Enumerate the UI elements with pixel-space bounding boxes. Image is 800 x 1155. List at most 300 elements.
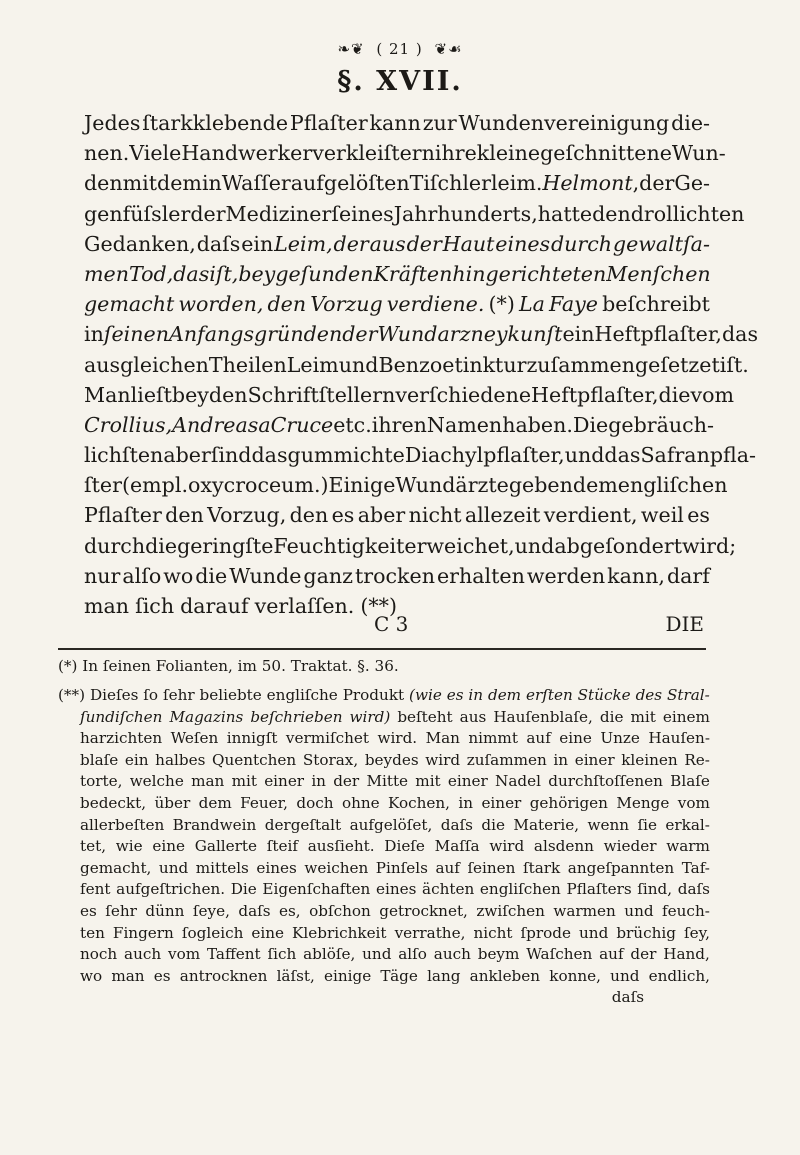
word: Wunde <box>229 563 302 588</box>
word: wenn <box>587 815 630 834</box>
catchword: DIE <box>665 612 704 636</box>
word: ſie <box>637 815 657 834</box>
word: La <box>518 292 545 317</box>
body-line <box>84 470 728 500</box>
word: Jahrhunderts, <box>393 201 538 226</box>
word: es <box>80 901 97 920</box>
word: durch <box>550 231 613 256</box>
word: fent <box>80 880 111 899</box>
word: alſo <box>398 945 427 964</box>
word: in <box>84 322 104 347</box>
word: Fingern <box>112 923 174 942</box>
word: durch <box>84 533 146 558</box>
word: Namen <box>426 412 503 437</box>
footnote2-line <box>58 793 710 815</box>
body-line <box>84 199 745 229</box>
word: mit <box>122 171 158 196</box>
word: der <box>639 171 675 196</box>
word: gehörigen <box>529 793 608 812</box>
word: Kräften <box>373 261 453 286</box>
word: Mitte <box>366 772 409 791</box>
word: daſs <box>238 901 271 920</box>
word: aus <box>459 707 487 726</box>
word: wo <box>163 563 194 588</box>
word: ſtarkklebende <box>142 111 289 135</box>
word: ausſieht. <box>307 837 375 856</box>
body-line <box>84 319 759 349</box>
word: den <box>84 171 123 196</box>
word: ſprode <box>520 923 571 942</box>
footnote2-line <box>58 815 710 837</box>
word: dem <box>198 793 232 812</box>
word: mit <box>415 772 441 791</box>
main-text <box>84 108 759 621</box>
word: Wun- <box>671 141 726 166</box>
word: Vorzug, <box>207 503 287 528</box>
word: und <box>610 966 640 985</box>
word: Hand, <box>663 945 710 964</box>
word: kleinen <box>621 750 678 769</box>
word: verkleiſtern <box>312 141 435 166</box>
word: geſunden <box>275 261 374 286</box>
word: ſeinen <box>467 858 516 877</box>
word: Menſchen <box>606 261 711 286</box>
footnote2-line <box>58 750 710 772</box>
word: wieder <box>603 837 657 856</box>
word: ein <box>124 750 149 769</box>
word: Leim, <box>274 231 333 256</box>
body-line <box>84 259 710 289</box>
word: Waſchen <box>526 945 593 964</box>
footnote2-line <box>58 836 710 858</box>
word: und <box>579 923 609 942</box>
word: ; <box>729 533 737 558</box>
word: geſchnittene <box>540 141 672 166</box>
word: Theilen <box>208 352 287 377</box>
word: in <box>553 750 569 769</box>
word: Andreas <box>172 412 259 437</box>
word: der <box>342 322 378 347</box>
word: Schriftſtellern <box>247 382 396 407</box>
word: Wundarzneykunſt <box>377 322 563 347</box>
footnote2-line <box>58 728 710 750</box>
word: zuſammen <box>466 750 547 769</box>
word: aber <box>163 443 211 468</box>
word: geben <box>508 473 573 498</box>
word: Klebrichkeit <box>292 923 387 942</box>
word: Heftpflaſter, <box>531 382 659 407</box>
word: gemacht, <box>80 858 152 877</box>
word: bey <box>171 382 209 407</box>
word: vom <box>677 793 710 812</box>
word: läſst, <box>276 966 315 985</box>
word: Maſſa <box>434 837 480 856</box>
section-title: §. XVII. <box>337 66 463 97</box>
word: Unze <box>600 729 640 748</box>
word: (*) <box>488 292 515 317</box>
word: beſteht <box>397 707 453 726</box>
word: Gallerte <box>194 837 258 856</box>
word: ganz <box>303 563 353 588</box>
word: in <box>458 793 474 812</box>
body-line <box>84 380 735 410</box>
word: beydes <box>364 750 419 769</box>
word: daſs <box>196 231 241 256</box>
word: werden <box>526 563 606 588</box>
footnote2-line <box>58 771 710 793</box>
body-line <box>84 138 726 168</box>
word: ſtark <box>523 858 561 877</box>
word: es <box>331 503 355 528</box>
word: eine <box>251 923 285 942</box>
word: welche <box>129 772 184 791</box>
word: wo <box>80 966 103 985</box>
word: Dieſe <box>384 837 425 856</box>
word: Feuer, <box>240 793 289 812</box>
word: der <box>406 231 442 256</box>
word: lang <box>427 966 461 985</box>
word: und <box>362 945 392 964</box>
word: das <box>251 443 288 468</box>
word: aus <box>84 352 121 377</box>
word: Eigenſchaften <box>262 880 371 899</box>
word: Wundärzte <box>395 473 509 498</box>
word: Kochen, <box>388 793 451 812</box>
word: erkal- <box>665 815 710 834</box>
word: Nadel <box>495 772 541 791</box>
word: es <box>446 686 464 704</box>
word: antrocknen <box>179 966 268 985</box>
word: kleine <box>476 141 541 166</box>
word: engliſchen <box>479 880 561 899</box>
body-line <box>84 531 737 561</box>
word: einige <box>324 966 372 985</box>
word: worden, <box>178 292 264 317</box>
ornament-left-icon: ❧❦ <box>337 40 365 58</box>
word: ein <box>562 322 595 347</box>
word: wird <box>425 750 461 769</box>
word: die <box>195 563 228 588</box>
word: Pflaſter <box>84 503 162 528</box>
footnote-rule <box>58 648 706 650</box>
word: Dieſes <box>89 686 139 704</box>
word: Storax, <box>302 750 359 769</box>
word: halbes <box>155 750 206 769</box>
word: kann, <box>607 563 665 588</box>
word: , <box>632 171 640 196</box>
footnote2-line <box>58 923 710 945</box>
word: verdiene. <box>386 292 485 317</box>
word: Waſſer <box>221 171 291 196</box>
word: oxycroceum.) <box>188 473 329 498</box>
word: auf <box>599 945 624 964</box>
word: Stücke <box>577 686 631 704</box>
word: die- <box>671 111 710 135</box>
word: getrocknet, <box>379 901 468 920</box>
word: nen. <box>84 141 130 166</box>
word: ein <box>241 231 274 256</box>
word: ſich <box>135 594 175 618</box>
word: verſchiedene <box>395 382 532 407</box>
word: Faye <box>549 292 598 317</box>
word: und <box>624 901 654 920</box>
word: doch <box>296 793 334 812</box>
word: wird <box>489 837 525 856</box>
word: Quentchen <box>212 750 297 769</box>
word: men <box>84 261 129 286</box>
word: Tod, <box>128 261 174 286</box>
body-line <box>84 168 710 198</box>
word: einer <box>264 772 305 791</box>
word: in <box>311 772 326 791</box>
word: Brandwein <box>172 815 257 834</box>
body-line <box>84 561 710 591</box>
word: zur <box>422 111 457 135</box>
word: daſs <box>677 880 710 899</box>
word: noch <box>80 945 118 964</box>
word: bedeckt, <box>80 793 147 812</box>
word: eine <box>559 729 592 748</box>
word: Magazins <box>169 707 244 726</box>
word: Hauſen- <box>648 729 710 748</box>
word: Benzoetinktur <box>378 352 527 377</box>
word: gewaltſa- <box>612 231 710 256</box>
body-line <box>84 108 710 138</box>
word: Materie, <box>513 815 580 834</box>
word: man <box>191 772 225 791</box>
word: weichen <box>304 858 369 877</box>
footnote-1: (*) In ſeinen Folianten, im 50. Traktat. §. 36. <box>58 657 399 675</box>
word: ſeye, <box>192 901 230 920</box>
footnote2-line <box>58 707 710 729</box>
running-head <box>0 40 800 58</box>
signature-mark: C 3 <box>374 612 409 636</box>
word: Re- <box>684 750 710 769</box>
word: Viele <box>129 141 182 166</box>
word: alſo <box>122 563 162 588</box>
word: Diachylpflaſter, <box>404 443 565 468</box>
word: weil <box>640 503 684 528</box>
word: ſeines <box>331 201 394 226</box>
word: Blaſe <box>670 772 710 791</box>
word: Handwerker <box>181 141 313 166</box>
word: Leim <box>286 352 339 377</box>
footnote2-line <box>58 987 710 1009</box>
word: einer <box>481 793 522 812</box>
body-line <box>84 410 714 440</box>
word: beſchrieben <box>250 707 343 726</box>
footnote2-line <box>58 944 710 966</box>
word: vermiſchet <box>285 729 370 748</box>
word: lichſten <box>84 443 164 468</box>
word: und <box>338 352 379 377</box>
word: und <box>158 858 189 877</box>
word: Mediziner <box>225 201 332 226</box>
word: hingerichteten <box>452 261 607 286</box>
body-line <box>84 350 749 380</box>
word: lieſt <box>130 382 172 407</box>
word: ſey, <box>684 923 710 942</box>
word: die <box>481 815 505 834</box>
catchline <box>84 612 710 642</box>
word: gemacht <box>84 292 175 317</box>
body-line <box>84 500 710 530</box>
word: nur <box>84 563 121 588</box>
word: der <box>190 201 226 226</box>
word: endlich, <box>648 966 710 985</box>
word: durchſtoſſenen <box>548 772 663 791</box>
word: in <box>468 686 484 704</box>
word: ſind <box>210 443 252 468</box>
word: beym <box>477 945 520 964</box>
word: eine <box>152 837 186 856</box>
word: einer <box>574 750 615 769</box>
footnote2-line <box>58 966 710 988</box>
word: ankleben <box>469 966 541 985</box>
word: trocken <box>354 563 435 588</box>
word: Menge <box>616 793 670 812</box>
word: ihre <box>434 141 477 166</box>
word: zwiſchen <box>476 901 545 920</box>
word: aufgelöſet, <box>349 815 433 834</box>
footnote2-line <box>58 879 710 901</box>
word: gebräuch- <box>608 412 714 437</box>
footnote-2 <box>58 685 710 1009</box>
word: bey <box>238 261 276 286</box>
word: verdient, <box>543 503 638 528</box>
word: aber <box>357 503 406 528</box>
word: eines <box>495 231 551 256</box>
word: Vorzug <box>310 292 383 317</box>
word: abgeſondert <box>554 533 682 558</box>
word: man <box>111 966 145 985</box>
word: Hauſenblaſe, <box>493 707 593 726</box>
word: vom <box>168 945 201 964</box>
word: kann <box>369 111 421 135</box>
word: feuch- <box>662 901 710 920</box>
word: ten <box>80 923 105 942</box>
word: Produkt <box>342 686 405 704</box>
word: wird. <box>377 729 418 748</box>
word: das <box>173 261 210 286</box>
word: auch <box>433 945 471 964</box>
word: es <box>687 503 710 528</box>
word: Tiſchlerleim. <box>409 171 543 196</box>
word: wie <box>115 837 143 856</box>
word: man <box>84 594 130 618</box>
word: vom <box>690 382 735 407</box>
word: Feuchtigkeit <box>273 533 405 558</box>
word: Taf- <box>681 858 710 877</box>
word: Pflaſter <box>289 111 368 135</box>
word: das <box>604 443 641 468</box>
word: auf <box>526 729 551 748</box>
word: Einige <box>328 473 396 498</box>
word: torte, <box>80 772 123 791</box>
word: nicht <box>408 503 462 528</box>
word: erweichet, <box>404 533 515 558</box>
word: die <box>145 533 178 558</box>
word: mit <box>231 772 257 791</box>
word: mit <box>630 707 656 726</box>
word: dünn <box>145 901 185 920</box>
word: ſundiſchen <box>80 707 163 726</box>
word: der <box>333 231 369 256</box>
word: darauf <box>180 594 249 618</box>
word: den <box>208 382 248 407</box>
word: Stral- <box>666 686 710 704</box>
word: Cruce <box>270 412 334 437</box>
word: zuſammengeſetzet <box>526 352 720 377</box>
word: Täge <box>380 966 418 985</box>
word: ſter <box>84 473 122 498</box>
word: ſo <box>143 686 159 704</box>
word: eines <box>256 858 297 877</box>
word: es <box>153 966 171 985</box>
word: drollichten <box>630 201 745 226</box>
body-line <box>84 289 710 319</box>
word: den <box>289 503 329 528</box>
word: und <box>564 443 605 468</box>
word: (wie <box>409 686 442 704</box>
word: aus <box>369 231 406 256</box>
word: Jedes <box>84 111 141 135</box>
page-number: ( 21 ) <box>376 40 423 58</box>
word: die <box>599 707 624 726</box>
word: ſeinen <box>103 322 169 347</box>
word: dem <box>157 171 202 196</box>
word: ablöſe, <box>303 945 356 964</box>
word: Weſen <box>170 729 219 748</box>
word: verlaſſen. <box>254 594 355 618</box>
word: daſs <box>440 815 473 834</box>
word: Pinſels <box>375 858 428 877</box>
word: nicht <box>473 923 513 942</box>
word: mittels <box>195 858 249 877</box>
word: aufgelöſten <box>290 171 410 196</box>
word: Man <box>84 382 131 407</box>
word: haben. <box>502 412 573 437</box>
footnote2-line <box>58 901 710 923</box>
word: allezeit <box>464 503 541 528</box>
word: konne, <box>549 966 601 985</box>
word: ſehr <box>162 686 195 704</box>
word: wird) <box>349 707 391 726</box>
word: Die <box>572 412 609 437</box>
word: Taffent <box>206 945 261 964</box>
word: brüchig <box>616 923 676 942</box>
word: ſind, <box>637 880 673 899</box>
word: Helmont <box>542 171 633 196</box>
footnote2-line <box>58 685 710 707</box>
word: Haut <box>442 231 495 256</box>
word: ihren <box>371 412 427 437</box>
word: ſteif <box>266 837 298 856</box>
word: gleichen <box>120 352 209 377</box>
word: Man <box>425 729 460 748</box>
word: beliebte <box>199 686 262 704</box>
ornament-right-icon: ❦☙ <box>434 40 463 58</box>
word: angeſpannten <box>567 858 675 877</box>
word: engliſchen <box>617 473 728 498</box>
word: erhalten <box>436 563 525 588</box>
word: tet, <box>80 837 107 856</box>
word: hatte <box>537 201 593 226</box>
word: daſs <box>611 988 644 1007</box>
word: den <box>165 503 204 528</box>
word: geringſte <box>177 533 274 558</box>
word: a <box>258 412 271 437</box>
